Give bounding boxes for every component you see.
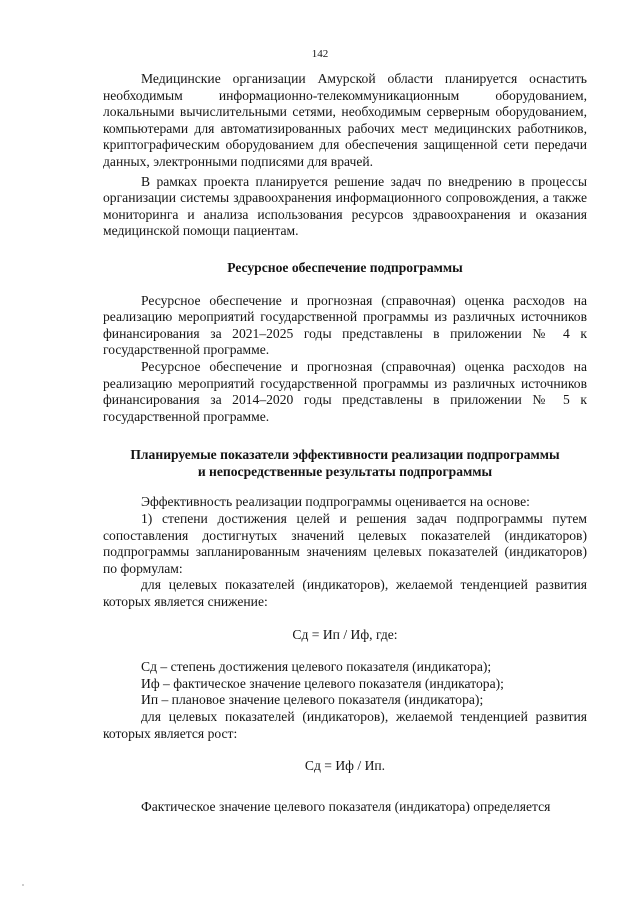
- section-heading-resources: Ресурсное обеспечение подпрограммы: [227, 259, 463, 275]
- paragraph-increase-indicators: для целевых показателей (индикаторов), желаемой тенденцией развития которых является рост:: [103, 709, 587, 741]
- section-heading-indicators-line2: и непосредственные результаты подпрограммы: [197, 463, 493, 479]
- paragraph-resources-2014-2020: Ресурсное обеспечение и прогнозная (справочная) оценка расходов на реализацию мероприятий государственной программы из различных источников финансирования за 2014–2020 годы представлены в приложении № 5 к государственной программе.: [103, 358, 587, 424]
- section-heading-indicators-line1: Планируемые показатели эффективности реализации подпрограммы: [130, 447, 560, 463]
- formula-decrease: Сд = Ип / Иф, где:: [292, 626, 398, 642]
- definition-ip: Ип – плановое значение целевого показателя (индикатора);: [141, 692, 484, 708]
- paragraph-project-tasks: В рамках проекта планируется решение задач по внедрению в процессы организации системы здравоохранения информационного сопровождения, а также мониторинга и анализа использования ресурсов здравоохранения и оказания медицинской помощи пациентам.: [103, 173, 587, 239]
- formula-increase: Сд = Иф / Ип.: [304, 758, 386, 774]
- page-number: 142: [311, 48, 329, 60]
- definition-if: Иф – фактическое значение целевого показателя (индикатора);: [141, 675, 504, 691]
- paragraph-decrease-indicators: для целевых показателей (индикаторов), желаемой тенденцией развития которых является снижение:: [103, 577, 587, 610]
- paragraph-efficiency-basis: Эффективность реализации подпрограммы оценивается на основе:: [141, 494, 530, 510]
- paragraph-degree-of-achievement: 1) степени достижения целей и решения задач подпрограммы путем сопоставления достигнутых значений целевых показателей (индикаторов) подпрограммы запланированным значениям целевых показателей (индикаторов) по формулам:: [103, 511, 587, 576]
- paragraph-actual-value: Фактическое значение целевого показателя (индикатора) определяется: [141, 798, 551, 814]
- scan-artifact-dot: [22, 884, 24, 886]
- paragraph-equipment: Медицинские организации Амурской области планируется оснастить необходимым информационно-телекоммуникационным оборудованием, локальными вычислительными сетями, необходимым серверным оборудованием, компьютерами для автоматизированных рабочих мест медицинских работников, криптографическим оборудованием для обеспечения защищенной сети передачи данных, электронными подписями для врачей.: [103, 71, 587, 169]
- definition-sd: Сд – степень достижения целевого показателя (индикатора);: [141, 659, 492, 675]
- paragraph-resources-2021-2025: Ресурсное обеспечение и прогнозная (справочная) оценка расходов на реализацию мероприятий государственной программы из различных источников финансирования за 2021–2025 годы представлены в приложении № 4 к государственной программе.: [103, 292, 587, 358]
- document-body: [103, 71, 587, 815]
